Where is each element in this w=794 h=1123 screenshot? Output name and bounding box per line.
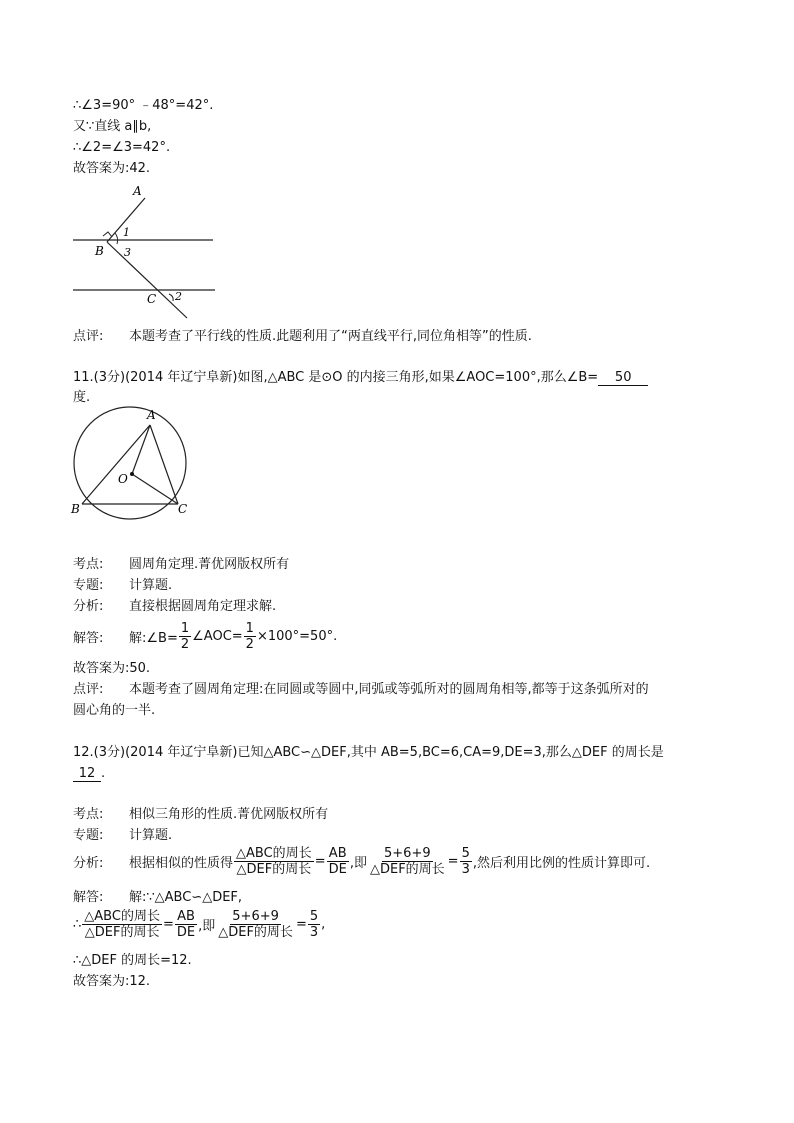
fig-label-C: C bbox=[147, 292, 157, 306]
fig-label-A: A bbox=[133, 184, 142, 198]
sol10-comment bbox=[73, 329, 532, 345]
fig-label-1: 1 bbox=[123, 226, 130, 239]
q12-fenxi: 分析: 根据相似的性质得 $\frac{\text{△ABC的周长}}{\text{△DEF的周长}}$ = $\frac{AB}{DE}$ ,即 $\frac{5+6+9}{\text{△DEF的周长}}$ = $\frac{5}{3}$ ,然后利用比例的性质计算即可. bbox=[73, 846, 651, 877]
q11-dianping-cont: 圆心角的一半. bbox=[73, 703, 156, 718]
circle-figure bbox=[65, 405, 195, 520]
sol10-answer: 故答案为:42. bbox=[73, 161, 151, 176]
q11-kaodian: 考点: 圆周角定理.菁优网版权所有 bbox=[73, 557, 290, 572]
circle-label-C: C bbox=[178, 502, 188, 516]
comment-text: 本题考查了平行线的性质.此题利用了“两直线平行,同位角相等”的性质. bbox=[129, 329, 532, 344]
fraction-five-thirds: $\frac{5}{3}$ bbox=[461, 846, 470, 877]
q11-tail: 度. bbox=[73, 390, 91, 405]
q12-jieda: 解答: 解:∵△ABC∽△DEF, bbox=[73, 890, 243, 905]
sol10-line1: ∴∠3=90° ﹣48°=42°. bbox=[73, 98, 214, 113]
fig-label-B: B bbox=[95, 244, 104, 258]
q12-answer-row: 12 . bbox=[73, 766, 105, 782]
circle-label-O: O bbox=[118, 472, 128, 486]
q12-result: ∴△DEF 的周长=12. bbox=[73, 953, 192, 968]
q12-zhuanti: 专题: 计算题. bbox=[73, 828, 173, 843]
fraction-sum-ratio: $\frac{5+6+9}{\text{△DEF的周长}}$ bbox=[369, 846, 445, 877]
comment-label: 点评: bbox=[73, 329, 104, 344]
q11-zhuanti: 专题: 计算题. bbox=[73, 578, 173, 593]
parallel-lines-figure bbox=[65, 182, 225, 322]
q12-stem: 12.(3分)(2014 年辽宁阜新)已知△ABC∽△DEF,其中 AB=5,BC=6,CA=9,DE=3,那么△DEF 的周长是 bbox=[73, 745, 664, 760]
circle-label-B: B bbox=[71, 502, 80, 516]
sol10-line2: 又∵直线 a∥b, bbox=[73, 119, 152, 134]
fig-label-3: 3 bbox=[124, 246, 131, 259]
q11-dianping: 点评: 本题考查了圆周角定理:在同圆或等圆中,同弧或等弧所对的圆周角相等,都等于这条弧所对的 bbox=[73, 682, 649, 697]
q12-kaodian: 考点: 相似三角形的性质.菁优网版权所有 bbox=[73, 807, 329, 822]
fraction-half-1: $\frac{1}{2}$ bbox=[180, 621, 190, 652]
q11-stem-text: 11.(3分)(2014 年辽宁阜新)如图,△ABC 是⊙O 的内接三角形,如果∠AOC=100°,那么∠B= bbox=[73, 370, 599, 385]
q11-answer-blank: 50 bbox=[598, 371, 648, 386]
circle-label-A: A bbox=[147, 408, 156, 422]
q11-answer-line: 故答案为:50. bbox=[73, 661, 151, 676]
fraction-perimeter-ratio: $\frac{\text{△ABC的周长}}{\text{△DEF的周长}}$ bbox=[236, 846, 312, 877]
q11-stem bbox=[73, 370, 648, 386]
fraction-half-2: $\frac{1}{2}$ bbox=[245, 621, 254, 652]
q12-answer-blank: 12 bbox=[73, 767, 101, 782]
sol10-line3: ∴∠2=∠3=42°. bbox=[73, 140, 171, 155]
q12-jieda-fractions: ∴ $\frac{\text{△ABC的周长}}{\text{△DEF的周长}}$ = $\frac{AB}{DE}$ ,即 $\frac{5+6+9}{\text{△DEF的周长}}$ = $\frac{5}{3}$ , bbox=[73, 909, 326, 940]
q11-jieda: 解答: 解:∠B= $\frac{1}{2}$ ∠AOC= $\frac{1}{2}$ ×100°=50°. bbox=[73, 621, 338, 652]
fraction-side-ratio: $\frac{AB}{DE}$ bbox=[328, 846, 347, 877]
fig-label-2: 2 bbox=[175, 290, 182, 303]
q11-fenxi: 分析: 直接根据圆周角定理求解. bbox=[73, 599, 277, 614]
q12-answer-line: 故答案为:12. bbox=[73, 974, 151, 989]
